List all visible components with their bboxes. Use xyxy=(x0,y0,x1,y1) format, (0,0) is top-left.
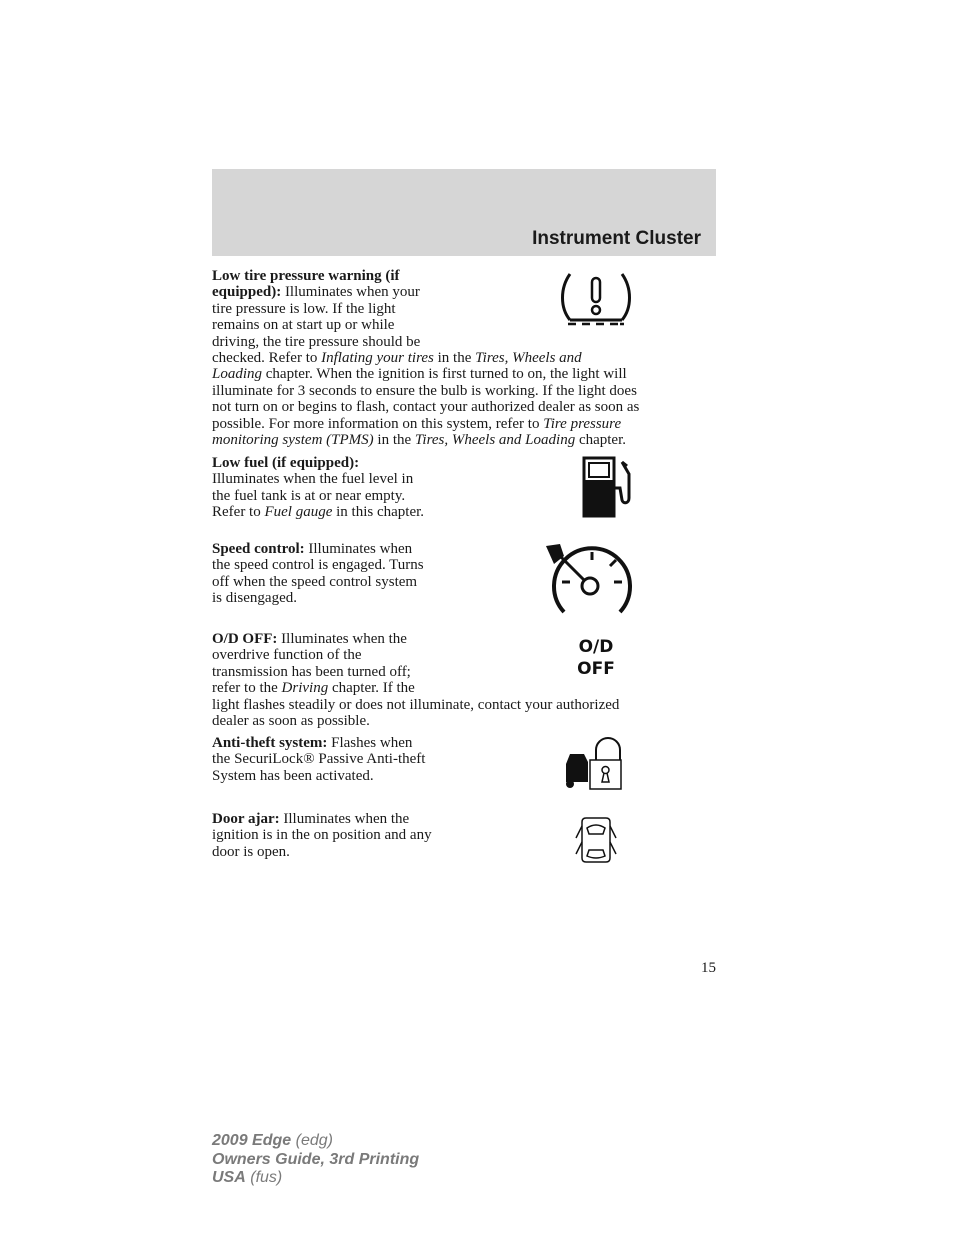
anti-theft-paragraph: Anti-theft system: Flashes when the SecuriLock® Passive Anti-theft System has been activated. xyxy=(212,735,426,784)
od-off-paragraph: O/D OFF: Illuminates when the overdrive function of the transmission has been turned off; refer to the Driving chapter. If the light flashes steadily or does not illuminate, contact your authorized dealer as soon as possible. xyxy=(212,631,620,730)
speed-control-paragraph: Speed control: Illuminates when the speed control is engaged. Turns off when the speed control system is disengaged. xyxy=(212,541,424,607)
document-footer: 2009 Edge (edg) Owners Guide, 3rd Printing USA (fus) xyxy=(212,1132,420,1186)
speed-control-icon xyxy=(544,542,632,618)
door-ajar-icon xyxy=(574,812,618,868)
door-ajar-paragraph: Door ajar: Illuminates when the ignition is in the on position and any door is open. xyxy=(212,811,432,860)
page-number: 15 xyxy=(701,960,716,976)
fuel-pump-icon xyxy=(580,454,636,518)
anti-theft-lock-icon xyxy=(560,736,626,792)
chapter-header-band xyxy=(212,169,716,256)
low-fuel-paragraph: Low fuel (if equipped): Illuminates when the fuel level in the fuel tank is at or near empty. Refer to Fuel gauge in this chapter. xyxy=(212,455,425,521)
chapter-title: Instrument Cluster xyxy=(532,228,701,249)
tire-pressure-warning-icon xyxy=(556,268,636,340)
tire-pressure-paragraph: Low tire pressure warning (if equipped): Illuminates when your tire pressure is low. If the light remains on at start up or while driving, the tire pressure should be checked. Refer to Inflating your tires in the Tires, Wheels and Loading chapter. When the ignition is first turned to on, the light will illuminate for 3 seconds to ensure the bulb is working. If the light does not turn on or begins to flash, contact your authorized dealer as soon as possible. For more information on this system, refer to Tire pressure monitoring system (TPMS) in the Tires, Wheels and Loading chapter. xyxy=(212,268,640,449)
od-off-icon: O/D OFF xyxy=(577,637,615,679)
